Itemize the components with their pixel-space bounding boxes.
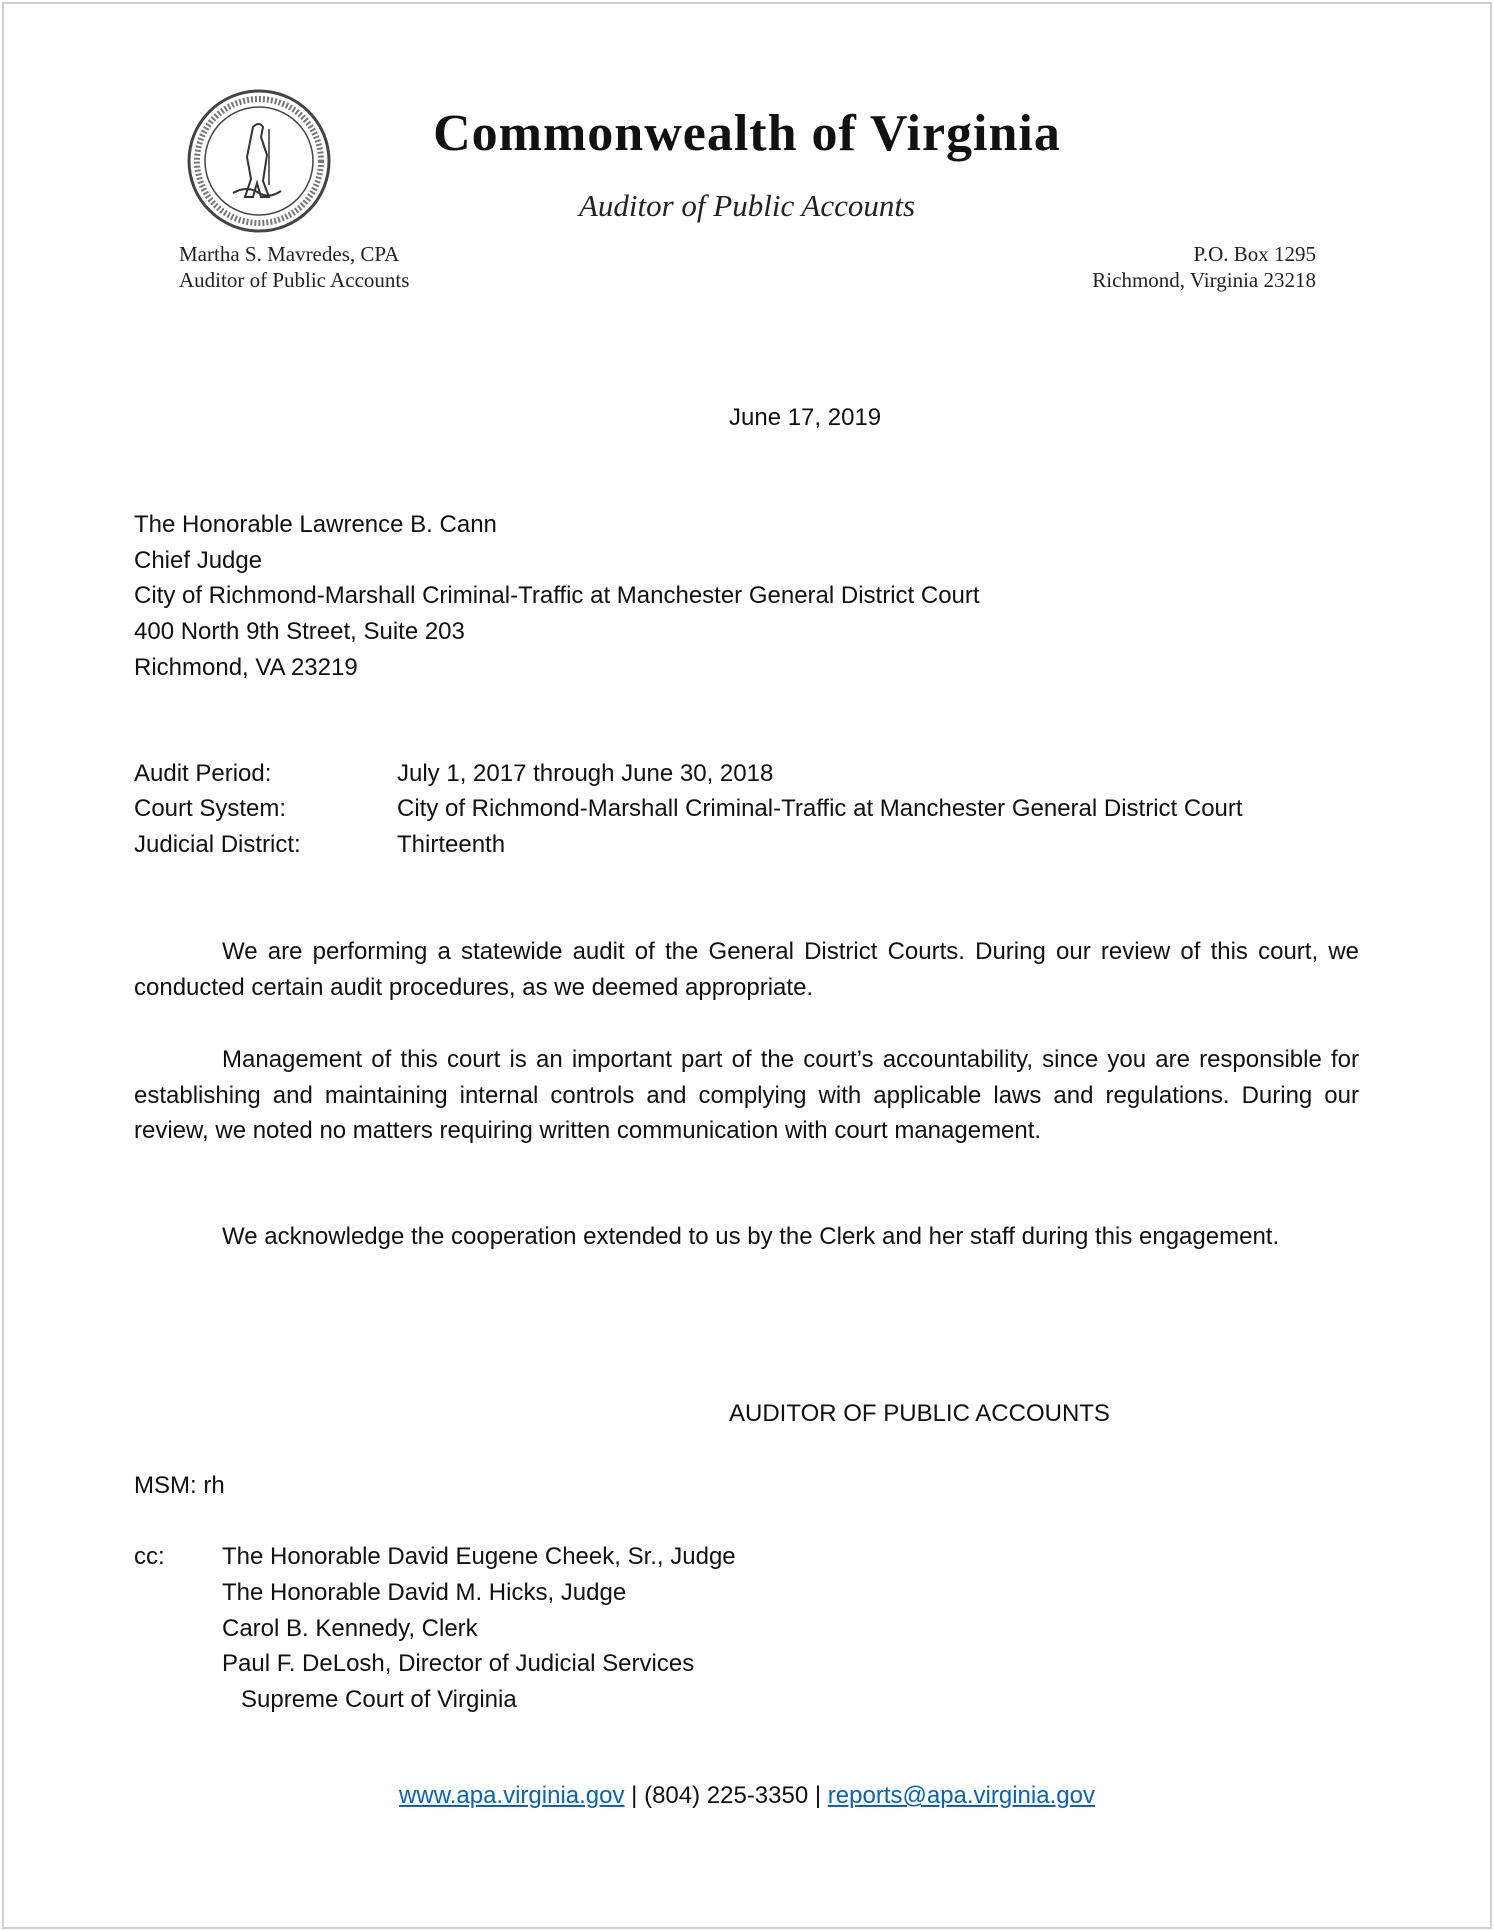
recipient-line: The Honorable Lawrence B. Cann [134,511,497,538]
detail-label: Judicial District: [134,831,301,858]
cc-recipient: Paul F. DeLosh, Director of Judicial Services [222,1650,695,1677]
po-box: P.O. Box 1295 [1193,242,1316,266]
website-link[interactable]: www.apa.virginia.gov [399,1782,625,1809]
body-paragraph: We acknowledge the cooperation extended to us by the Clerk and her staff during this engagement. [222,1223,1280,1250]
body-paragraph: Management of this court is an important part of the court’s accountability, since you are responsible for establishing and maintaining internal controls and complying with applicable laws and regulations. During our review, we noted no matters requiring written communication with court management. [134,1046,1359,1145]
auditor-name: Martha S. Mavredes, CPA [179,242,400,266]
city-address: Richmond, Virginia 23218 [1092,268,1316,292]
detail-label: Court System: [134,795,287,822]
recipient-line: Richmond, VA 23219 [134,654,358,681]
cc-label: cc: [134,1543,165,1570]
detail-value: July 1, 2017 through June 30, 2018 [397,760,774,787]
signature-block: AUDITOR OF PUBLIC ACCOUNTS [729,1400,1110,1427]
email-link[interactable]: reports@apa.virginia.gov [827,1782,1095,1809]
phone-number: (804) 225-3350 [644,1782,809,1809]
detail-label: Audit Period: [134,760,272,787]
letterhead-subtitle: Auditor of Public Accounts [578,188,916,223]
cc-recipient: Carol B. Kennedy, Clerk [222,1615,478,1642]
footer-separator: | [814,1782,822,1809]
letter-date: June 17, 2019 [729,404,882,431]
cc-recipient: Supreme Court of Virginia [241,1686,517,1713]
footer [0,1778,1494,1814]
recipient-line: City of Richmond-Marshall Criminal-Traffic at Manchester General District Court [134,582,980,609]
initials: MSM: rh [134,1472,225,1499]
auditor-title: Auditor of Public Accounts [179,268,410,292]
cc-recipient: The Honorable David M. Hicks, Judge [222,1579,627,1606]
detail-value: City of Richmond-Marshall Criminal-Traffic at Manchester General District Court [397,795,1243,822]
body-paragraph: We are performing a statewide audit of the General District Courts. During our review of this court, we conducted certain audit procedures, as we deemed appropriate. [134,938,1359,1001]
recipient-line: 400 North 9th Street, Suite 203 [134,618,465,645]
cc-recipient: The Honorable David Eugene Cheek, Sr., Judge [222,1543,736,1570]
letterhead-title: Commonwealth of Virginia [433,105,1061,162]
footer-separator: | [631,1782,638,1809]
detail-value: Thirteenth [397,831,506,858]
recipient-line: Chief Judge [134,547,263,574]
